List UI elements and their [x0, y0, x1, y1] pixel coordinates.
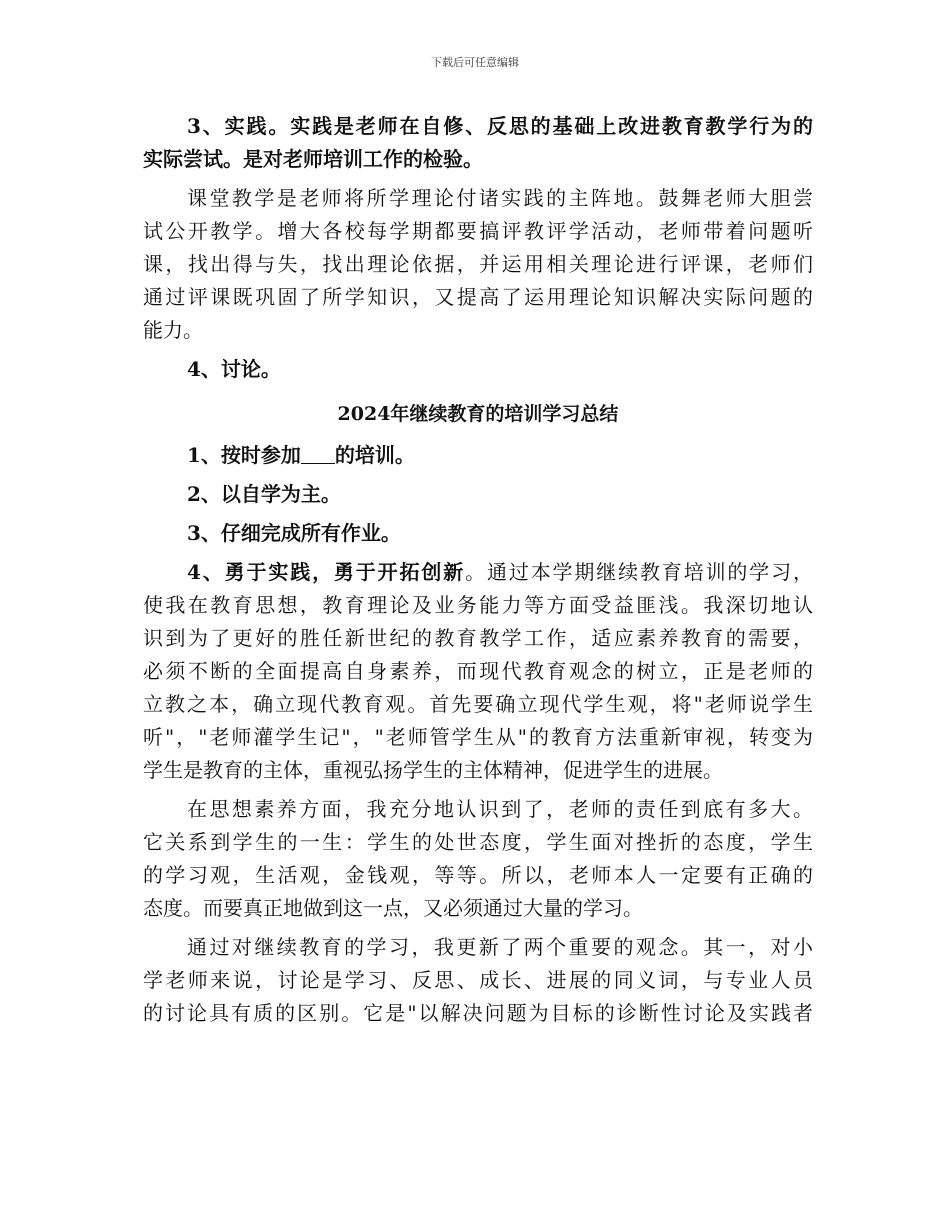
section-4-heading: 4、讨论。 — [187, 357, 281, 381]
paragraph-ideology — [143, 793, 813, 925]
document-title: 2024年继续教育的培训学习总结 — [337, 403, 619, 425]
paragraph-line: 必须不断的全面提高自身素养，而现代教育观念的树立，正是老师的 — [143, 659, 813, 683]
paragraph-classroom — [143, 182, 813, 347]
paragraph-line: 通过对继续教育的学习，我更新了两个重要的观念。其一，对小 — [187, 935, 813, 959]
paragraph-line: 的学习观，生活观，金钱观，等等。所以，老师本人一定要有正确的 — [143, 863, 813, 887]
paragraph-line: 它关系到学生的一生：学生的处世态度，学生面对挫折的态度，学生 — [143, 830, 813, 854]
list-item-4-text: 。通过本学期继续教育培训的学习， — [465, 560, 814, 584]
list-item-3: 3、仔细完成所有作业。 — [187, 521, 401, 545]
paragraph-line: 学老师来说，讨论是学习、反思、成长、进展的同义词，与专业人员 — [143, 968, 813, 992]
page-header: 下载后可任意编辑 — [431, 56, 519, 69]
paragraph-education — [143, 589, 813, 787]
list-item-4-heading: 4、勇于实践，勇于开拓创新 — [187, 560, 466, 584]
section-3-line-2: 实际尝试。是对老师培训工作的检验。 — [143, 147, 483, 171]
paragraph-line: 通过评课既巩固了所学知识，又提高了运用理论知识解决实际问题的 — [143, 285, 813, 309]
paragraph-line: 的讨论具有质的区别。它是"以解决问题为目标的诊断性讨论及实践者 — [143, 1001, 813, 1025]
list-item-1 — [143, 439, 813, 472]
paragraph-line: 使我在教育思想，教育理论及业务能力等方面受益匪浅。我深切地认 — [143, 593, 813, 617]
section-3-line-1: 3、实践。实践是老师在自修、反思的基础上改进教育教学行为的 — [187, 114, 813, 138]
paragraph-line: 课，找出得与失，找出理论依据，并运用相关理论进行评课，老师们 — [143, 252, 813, 276]
fill-in-blank — [301, 443, 335, 464]
paragraph-line: 学生是教育的主体，重视弘扬学生的主体精神，促进学生的进展。 — [143, 758, 723, 782]
paragraph-concepts — [143, 931, 813, 1030]
paragraph-line: 试公开教学。增大各校每学期都要搞评教评学活动，老师带着问题听 — [143, 219, 813, 243]
paragraph-line: 态度。而要真正地做到这一点，又必须通过大量的学习。 — [143, 896, 643, 920]
paragraph-line: 在思想素养方面，我充分地认识到了，老师的责任到底有多大。 — [187, 797, 813, 821]
paragraph-line: 听"，"老师灌学生记"，"老师管学生从"的教育方法重新审视，转变为 — [143, 725, 813, 749]
paragraph-line: 课堂教学是老师将所学理论付诸实践的主阵地。鼓舞老师大胆尝 — [187, 186, 813, 210]
paragraph-line: 立教之本，确立现代教育观。首先要确立现代学生观，将"老师说学生 — [143, 692, 813, 716]
paragraph-line: 能力。 — [143, 318, 203, 342]
list-item-1-suffix: 的培训。 — [334, 443, 415, 467]
document-body — [143, 110, 813, 1030]
list-item-4 — [143, 556, 813, 589]
list-item-1-text: 1、按时参加 — [187, 443, 301, 467]
list-item-2: 2、以自学为主。 — [187, 482, 341, 506]
paragraph-line: 识到为了更好的胜任新世纪的教育教学工作，适应素养教育的需要， — [143, 626, 813, 650]
